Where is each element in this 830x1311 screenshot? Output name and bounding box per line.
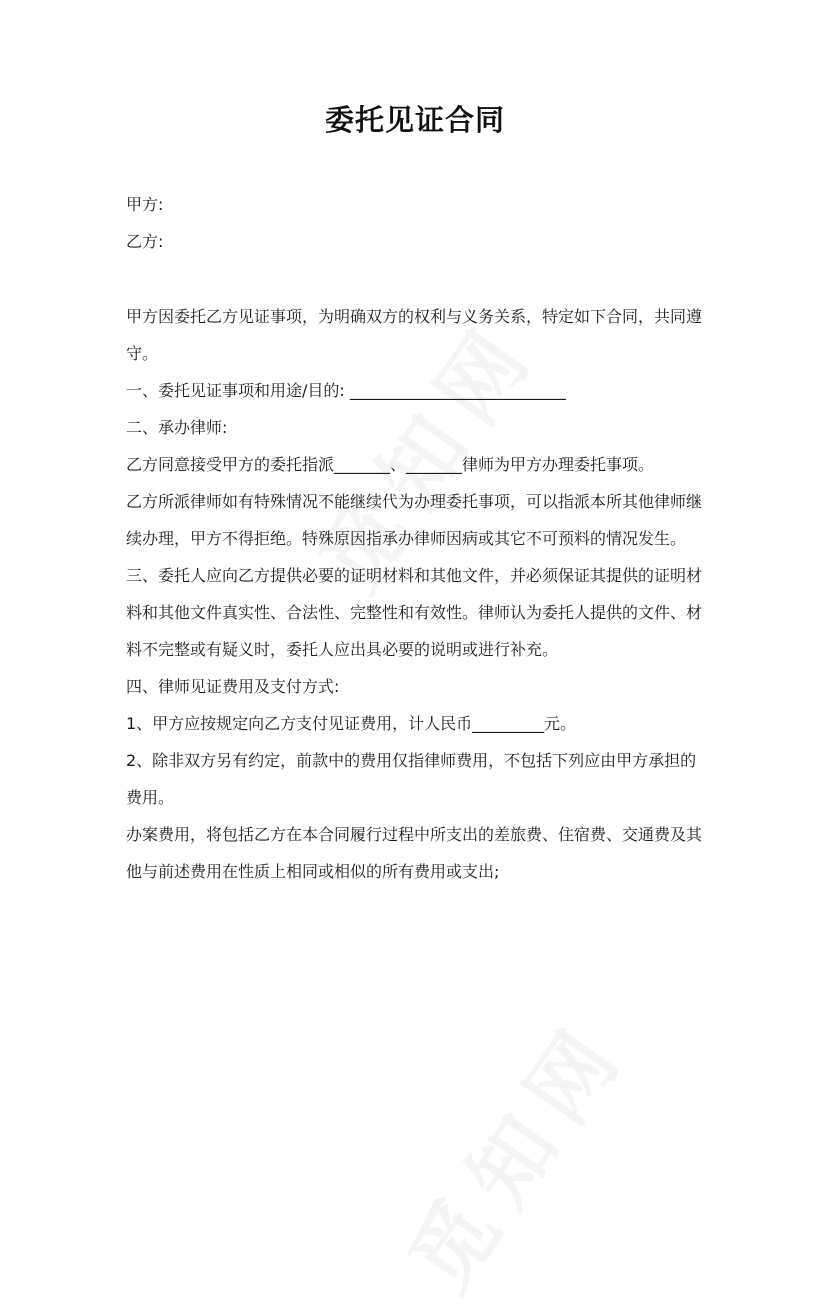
document-body	[126, 186, 706, 890]
clause-2-lawyers: 乙方同意接受甲方的委托指派_______、_______律师为甲方办理委托事项。	[126, 455, 655, 474]
watermark	[376, 990, 651, 1310]
clause-2-heading: 二、承办律师:	[126, 418, 228, 437]
party-a-line: 甲方:	[126, 195, 164, 214]
clause-4-fee: 1、甲方应按规定向乙方支付见证费用，计人民币_________元。	[126, 714, 577, 733]
preamble-paragraph: 甲方因委托乙方见证事项，为明确双方的权利与义务关系，特定如下合同，共同遵守。	[126, 307, 703, 363]
clause-2-substitution: 乙方所派律师如有特殊情况不能继续代为办理委托事项，可以指派本所其他律师继续办理，甲方不得拒绝。特殊原因指承办律师因病或其它不可预料的情况发生。	[126, 492, 703, 548]
paragraph-spacer	[126, 260, 706, 298]
clause-3-materials: 三、委托人应向乙方提供必要的证明材料和其他文件，并必须保证其提供的证明材料和其他文件真实性、合法性、完整性和有效性。律师认为委托人提供的文件、材料不完整或有疑义时，委托人应出具必要的说明或进行补充。	[126, 566, 703, 659]
clause-1-purpose: 一、委托见证事项和用途/目的: ___________________________	[126, 381, 566, 400]
clause-4-expenses: 办案费用，将包括乙方在本合同履行过程中所支出的差旅费、住宿费、交通费及其他与前述费用在性质上相同或相似的所有费用或支出;	[126, 825, 703, 881]
clause-4-heading: 四、律师见证费用及支付方式:	[126, 677, 340, 696]
party-b-line: 乙方:	[126, 232, 164, 251]
document-title: 委托见证合同	[324, 103, 505, 137]
clause-4-exclusions: 2、除非双方另有约定，前款中的费用仅指律师费用，不包括下列应由甲方承担的费用。	[126, 751, 697, 807]
